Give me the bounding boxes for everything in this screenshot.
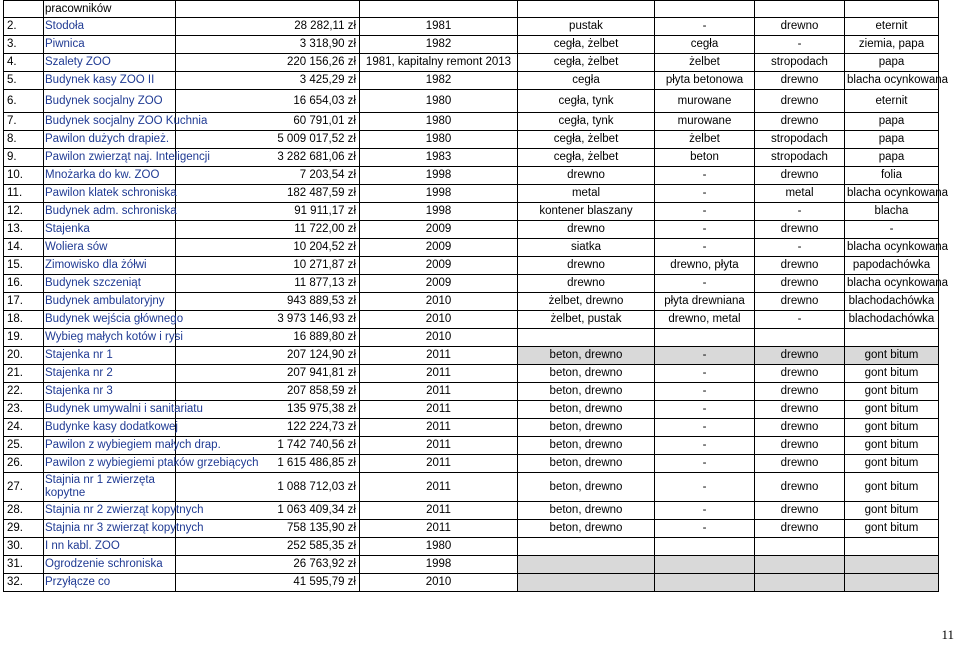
roof-structure: drewno (755, 473, 845, 502)
building-name: Stajnia nr 1 zwierzęta kopytne (44, 473, 176, 502)
building-value: 1 615 486,85 zł (176, 455, 360, 473)
building-name: Pawilon z wybiegiem małych drap. (44, 437, 176, 455)
building-name: Pawilon z wybiegiemi ptaków grzebiących (44, 455, 176, 473)
building-value: 5 009 017,52 zł (176, 131, 360, 149)
row-number: 32. (4, 574, 44, 592)
construction-year: 1998 (360, 203, 518, 221)
construction-year: 1980 (360, 113, 518, 131)
roof-covering: blachodachówka (845, 311, 939, 329)
row-number: 8. (4, 131, 44, 149)
building-value: 7 203,54 zł (176, 167, 360, 185)
building-value: 10 204,52 zł (176, 239, 360, 257)
table-row (4, 365, 939, 383)
row-number: 11. (4, 185, 44, 203)
roof-covering: blacha ocynkowana (845, 72, 939, 90)
roof-covering: gont bitum (845, 383, 939, 401)
roof-covering: gont bitum (845, 419, 939, 437)
table-row (4, 54, 939, 72)
roof-structure: drewno (755, 275, 845, 293)
wall-material: cegła, żelbet (518, 36, 655, 54)
building-value: 207 858,59 zł (176, 383, 360, 401)
table-row (4, 574, 939, 592)
wall-material: cegła (518, 72, 655, 90)
ceiling-material: płyta betonowa (655, 72, 755, 90)
roof-covering: folia (845, 167, 939, 185)
table-row (4, 257, 939, 275)
wall-material: drewno (518, 221, 655, 239)
ceiling-material: - (655, 401, 755, 419)
table-row (4, 185, 939, 203)
ceiling-material: - (655, 18, 755, 36)
table-row (4, 293, 939, 311)
ceiling-material: - (655, 221, 755, 239)
building-name: Stodoła (44, 18, 176, 36)
construction-year: 2010 (360, 574, 518, 592)
roof-structure: drewno (755, 401, 845, 419)
building-name: Zimowisko dla żółwi (44, 257, 176, 275)
roof-structure: drewno (755, 502, 845, 520)
row-number: 30. (4, 538, 44, 556)
ceiling-material: - (655, 185, 755, 203)
row-number: 5. (4, 72, 44, 90)
building-value: 207 124,90 zł (176, 347, 360, 365)
roof-structure: drewno (755, 383, 845, 401)
roof-structure: - (755, 311, 845, 329)
construction-year: 2009 (360, 221, 518, 239)
construction-year: 2009 (360, 239, 518, 257)
roof-structure: - (755, 239, 845, 257)
building-name: Stajenka nr 1 (44, 347, 176, 365)
roof-covering: blacha ocynkowana (845, 239, 939, 257)
row-number: 12. (4, 203, 44, 221)
page-number: 11 (941, 627, 954, 642)
construction-year: 2010 (360, 329, 518, 347)
building-value: 26 763,92 zł (176, 556, 360, 574)
building-value: 758 135,90 zł (176, 520, 360, 538)
roof-covering: gont bitum (845, 347, 939, 365)
wall-material (518, 538, 655, 556)
roof-structure: drewno (755, 455, 845, 473)
roof-covering: papodachówka (845, 257, 939, 275)
building-name: Budynek socjalny ZOO (44, 90, 176, 113)
wall-material: pustak (518, 18, 655, 36)
building-value: 10 271,87 zł (176, 257, 360, 275)
roof-covering: eternit (845, 90, 939, 113)
ceiling-material: - (655, 502, 755, 520)
roof-covering (845, 538, 939, 556)
building-name: Wybieg małych kotów i rysi (44, 329, 176, 347)
construction-year: 2011 (360, 437, 518, 455)
building-name: Budynek wejścia głównego (44, 311, 176, 329)
wall-material: cegła, żelbet (518, 149, 655, 167)
construction-year: 2011 (360, 401, 518, 419)
building-value: 182 487,59 zł (176, 185, 360, 203)
building-name: Budynek kasy ZOO II (44, 72, 176, 90)
building-value: 91 911,17 zł (176, 203, 360, 221)
roof-structure: drewno (755, 18, 845, 36)
roof-covering: gont bitum (845, 365, 939, 383)
roof-structure: drewno (755, 72, 845, 90)
ceiling-material: murowane (655, 90, 755, 113)
building-name: Woliera sów (44, 239, 176, 257)
row-number: 24. (4, 419, 44, 437)
roof-structure: - (755, 36, 845, 54)
construction-year: 1981 (360, 18, 518, 36)
building-value: 3 425,29 zł (176, 72, 360, 90)
wall-material: żelbet, pustak (518, 311, 655, 329)
ceiling-material: - (655, 520, 755, 538)
wall-material: beton, drewno (518, 520, 655, 538)
row-number: 17. (4, 293, 44, 311)
construction-year: 1981, kapitalny remont 2013 (360, 54, 518, 72)
building-value: 1 063 409,34 zł (176, 502, 360, 520)
wall-material: metal (518, 185, 655, 203)
building-value: 16 889,80 zł (176, 329, 360, 347)
building-name: Pawilon zwierząt naj. Inteligencji (44, 149, 176, 167)
wall-material: cegła, tynk (518, 113, 655, 131)
roof-covering: ziemia, papa (845, 36, 939, 54)
table-row (4, 455, 939, 473)
construction-year: 2011 (360, 383, 518, 401)
row-number: 28. (4, 502, 44, 520)
roof-structure: - (755, 203, 845, 221)
row-number: 19. (4, 329, 44, 347)
wall-material: drewno (518, 257, 655, 275)
ceiling-material: - (655, 167, 755, 185)
row-number: 25. (4, 437, 44, 455)
construction-year: 1998 (360, 185, 518, 203)
roof-covering: blacha ocynkowana (845, 185, 939, 203)
construction-year: 2011 (360, 365, 518, 383)
building-value: 11 877,13 zł (176, 275, 360, 293)
construction-year: 2009 (360, 275, 518, 293)
roof-structure: drewno (755, 437, 845, 455)
wall-material (518, 556, 655, 574)
construction-year: 2011 (360, 455, 518, 473)
ceiling-material (655, 538, 755, 556)
wall-material: cegła, żelbet (518, 131, 655, 149)
wall-material: kontener blaszany (518, 203, 655, 221)
table-row (4, 36, 939, 54)
table-row (4, 72, 939, 90)
building-name: Budynek adm. schroniska (44, 203, 176, 221)
roof-covering: - (845, 221, 939, 239)
construction-year: 2010 (360, 311, 518, 329)
table-row (4, 149, 939, 167)
row-number: 27. (4, 473, 44, 502)
roof-covering: eternit (845, 18, 939, 36)
construction-year: 2011 (360, 520, 518, 538)
roof-structure: drewno (755, 221, 845, 239)
table-row (4, 311, 939, 329)
building-name: Stajenka (44, 221, 176, 239)
table-row (4, 131, 939, 149)
building-name: Przyłącze co (44, 574, 176, 592)
wall-material: beton, drewno (518, 383, 655, 401)
wall-material (518, 329, 655, 347)
wall-material: beton, drewno (518, 419, 655, 437)
construction-year: 2011 (360, 347, 518, 365)
ceiling-material: - (655, 203, 755, 221)
roof-covering: blachodachówka (845, 293, 939, 311)
construction-year: 1998 (360, 167, 518, 185)
ceiling-material: żelbet (655, 54, 755, 72)
roof-structure: drewno (755, 257, 845, 275)
building-value: 1 742 740,56 zł (176, 437, 360, 455)
building-value: 3 282 681,06 zł (176, 149, 360, 167)
building-value: 11 722,00 zł (176, 221, 360, 239)
wall-material: beton, drewno (518, 347, 655, 365)
wall-material: żelbet, drewno (518, 293, 655, 311)
ceiling-material: - (655, 455, 755, 473)
building-name: Mnożarka do kw. ZOO (44, 167, 176, 185)
row-number: 18. (4, 311, 44, 329)
table-row (4, 203, 939, 221)
ceiling-material: - (655, 419, 755, 437)
construction-year: 2011 (360, 502, 518, 520)
building-name: Budynek umywalni i sanitariatu (44, 401, 176, 419)
roof-covering: gont bitum (845, 401, 939, 419)
ceiling-material: drewno, płyta (655, 257, 755, 275)
ceiling-material: - (655, 437, 755, 455)
construction-year: 2011 (360, 419, 518, 437)
roof-structure (755, 329, 845, 347)
building-name: Stajenka nr 2 (44, 365, 176, 383)
roof-covering: papa (845, 113, 939, 131)
roof-structure: drewno (755, 347, 845, 365)
wall-material: beton, drewno (518, 365, 655, 383)
row-number: 2. (4, 18, 44, 36)
buildings-table (3, 0, 949, 592)
building-name: Stajnia nr 2 zwierząt kopytnych (44, 502, 176, 520)
roof-structure (755, 538, 845, 556)
building-name: Budynek ambulatoryjny (44, 293, 176, 311)
construction-year: 1982 (360, 72, 518, 90)
table-row (4, 221, 939, 239)
wall-material: cegła, tynk (518, 90, 655, 113)
table-row (4, 520, 939, 538)
roof-structure: drewno (755, 520, 845, 538)
ceiling-material: żelbet (655, 131, 755, 149)
building-name: Stajenka nr 3 (44, 383, 176, 401)
building-name: Budynek socjalny ZOO Kuchnia (44, 113, 176, 131)
ceiling-material: - (655, 239, 755, 257)
building-value: 252 585,35 zł (176, 538, 360, 556)
roof-structure: stropodach (755, 131, 845, 149)
construction-year: 1983 (360, 149, 518, 167)
building-value: 60 791,01 zł (176, 113, 360, 131)
building-value: 943 889,53 zł (176, 293, 360, 311)
roof-structure: metal (755, 185, 845, 203)
table-row (4, 437, 939, 455)
building-value: 135 975,38 zł (176, 401, 360, 419)
construction-year: 1982 (360, 36, 518, 54)
roof-covering: blacha (845, 203, 939, 221)
table-row (4, 383, 939, 401)
building-name: Pawilon klatek schroniska (44, 185, 176, 203)
table-row (4, 419, 939, 437)
row-number: 31. (4, 556, 44, 574)
roof-structure: drewno (755, 365, 845, 383)
table-row (4, 347, 939, 365)
wall-material: beton, drewno (518, 502, 655, 520)
construction-year: 1980 (360, 538, 518, 556)
building-name: Ogrodzenie schroniska (44, 556, 176, 574)
building-name: Szalety ZOO (44, 54, 176, 72)
ceiling-material: drewno, metal (655, 311, 755, 329)
row-number: 13. (4, 221, 44, 239)
table-row (4, 167, 939, 185)
construction-year: 1980 (360, 131, 518, 149)
building-value: 16 654,03 zł (176, 90, 360, 113)
row-number: 29. (4, 520, 44, 538)
construction-year: 2011 (360, 473, 518, 502)
roof-structure: stropodach (755, 149, 845, 167)
row-number: 7. (4, 113, 44, 131)
ceiling-material: - (655, 347, 755, 365)
roof-covering (845, 574, 939, 592)
table-row (4, 556, 939, 574)
roof-covering: gont bitum (845, 455, 939, 473)
ceiling-material: płyta drewniana (655, 293, 755, 311)
roof-covering: gont bitum (845, 473, 939, 502)
roof-covering: gont bitum (845, 502, 939, 520)
building-value: 41 595,79 zł (176, 574, 360, 592)
table-row (4, 502, 939, 520)
row-number: 21. (4, 365, 44, 383)
table-row (4, 113, 939, 131)
table-row (4, 538, 939, 556)
header-fragment-row (4, 1, 939, 18)
row-number: 4. (4, 54, 44, 72)
ceiling-material (655, 556, 755, 574)
row-number: 10. (4, 167, 44, 185)
ceiling-material: - (655, 473, 755, 502)
building-name: Pawilon dużych drapież. (44, 131, 176, 149)
row-number: 26. (4, 455, 44, 473)
ceiling-material: - (655, 383, 755, 401)
construction-year: 2009 (360, 257, 518, 275)
building-name: Budynke kasy dodatkowej (44, 419, 176, 437)
row-number: 22. (4, 383, 44, 401)
roof-structure (755, 574, 845, 592)
wall-material (518, 574, 655, 592)
row-number: 20. (4, 347, 44, 365)
ceiling-material: beton (655, 149, 755, 167)
roof-structure: drewno (755, 293, 845, 311)
building-value: 3 318,90 zł (176, 36, 360, 54)
roof-covering: papa (845, 131, 939, 149)
wall-material: beton, drewno (518, 455, 655, 473)
table-row (4, 473, 939, 502)
ceiling-material (655, 329, 755, 347)
building-name: Budynek szczeniąt (44, 275, 176, 293)
wall-material: beton, drewno (518, 437, 655, 455)
ceiling-material: - (655, 365, 755, 383)
roof-covering: gont bitum (845, 437, 939, 455)
ceiling-material: cegła (655, 36, 755, 54)
row-number: 16. (4, 275, 44, 293)
roof-covering (845, 556, 939, 574)
table-row (4, 90, 939, 113)
building-name: I nn kabl. ZOO (44, 538, 176, 556)
ceiling-material: murowane (655, 113, 755, 131)
building-value: 207 941,81 zł (176, 365, 360, 383)
table-row (4, 275, 939, 293)
roof-covering (845, 329, 939, 347)
building-name: Piwnica (44, 36, 176, 54)
wall-material: drewno (518, 275, 655, 293)
roof-structure: stropodach (755, 54, 845, 72)
building-value: 1 088 712,03 zł (176, 473, 360, 502)
table-row (4, 329, 939, 347)
roof-covering: papa (845, 149, 939, 167)
row-number: 15. (4, 257, 44, 275)
construction-year: 1980 (360, 90, 518, 113)
row-number: 6. (4, 90, 44, 113)
wall-material: cegła, żelbet (518, 54, 655, 72)
wall-material: beton, drewno (518, 401, 655, 419)
wall-material: beton, drewno (518, 473, 655, 502)
table-row (4, 239, 939, 257)
ceiling-material (655, 574, 755, 592)
roof-structure: drewno (755, 419, 845, 437)
building-value: 220 156,26 zł (176, 54, 360, 72)
ceiling-material: - (655, 275, 755, 293)
roof-structure: drewno (755, 90, 845, 113)
roof-covering: gont bitum (845, 520, 939, 538)
roof-structure: drewno (755, 167, 845, 185)
building-name: Stajnia nr 3 zwierząt kopytnych (44, 520, 176, 538)
roof-structure (755, 556, 845, 574)
table-row (4, 401, 939, 419)
roof-covering: blacha ocynkowana (845, 275, 939, 293)
building-value: 28 282,11 zł (176, 18, 360, 36)
wall-material: siatka (518, 239, 655, 257)
header-fragment: pracowników (44, 1, 176, 18)
wall-material: drewno (518, 167, 655, 185)
row-number: 14. (4, 239, 44, 257)
construction-year: 1998 (360, 556, 518, 574)
roof-structure: drewno (755, 113, 845, 131)
roof-covering: papa (845, 54, 939, 72)
row-number: 3. (4, 36, 44, 54)
construction-year: 2010 (360, 293, 518, 311)
row-number: 9. (4, 149, 44, 167)
row-number: 23. (4, 401, 44, 419)
building-value: 3 973 146,93 zł (176, 311, 360, 329)
building-value: 122 224,73 zł (176, 419, 360, 437)
table-row (4, 18, 939, 36)
